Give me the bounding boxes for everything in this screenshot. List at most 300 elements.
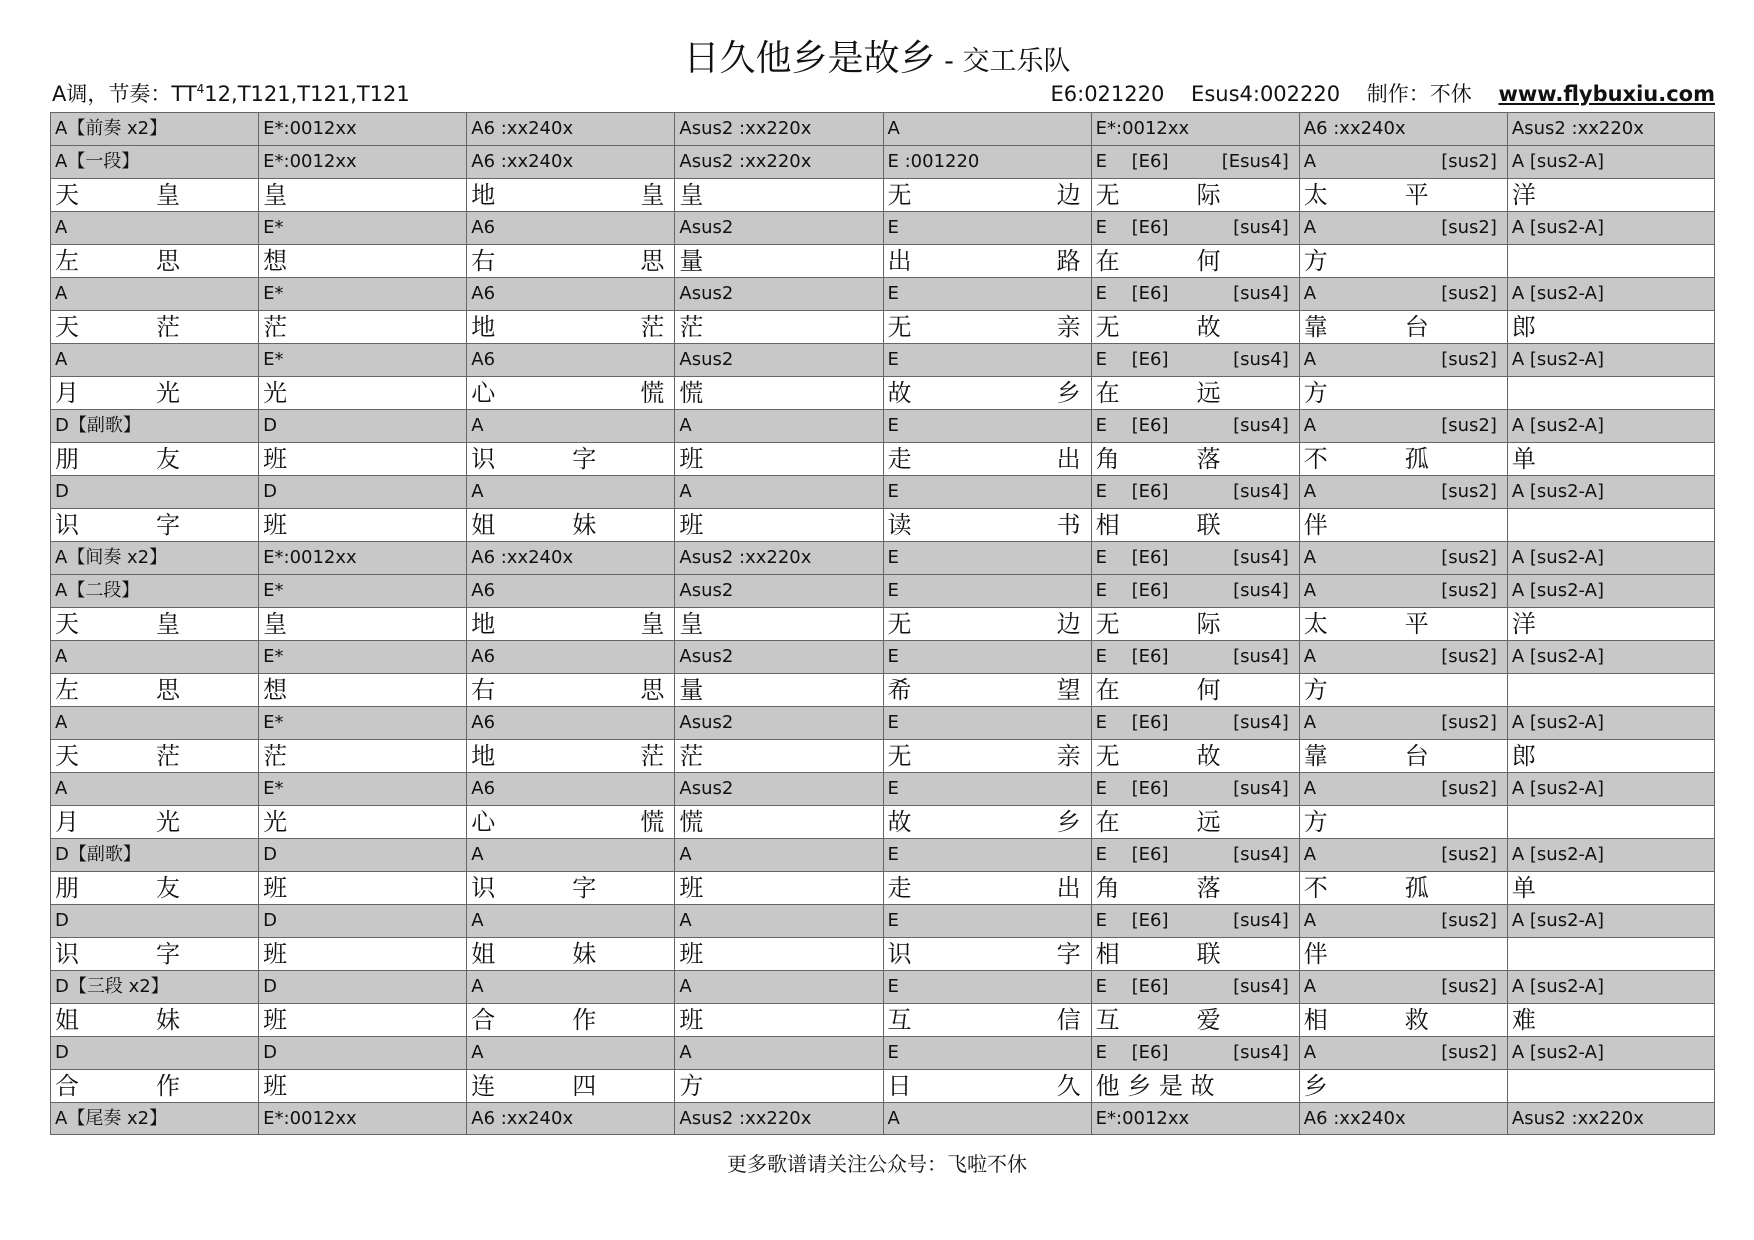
lyric-cell	[466, 311, 674, 343]
chord-symbol: E	[1095, 415, 1107, 436]
chord-variation: [E6]	[1131, 844, 1169, 865]
lyric-row	[50, 376, 1715, 409]
chord-cell	[1091, 1037, 1299, 1069]
chord-cell	[674, 542, 882, 574]
chord-symbol: A【前奏 x2】	[55, 118, 168, 139]
chord-variation: [sus4]	[1233, 283, 1289, 304]
lyric-cell	[1507, 443, 1715, 475]
lyric-char: 亲	[1056, 313, 1081, 341]
chord-symbol: D	[263, 976, 277, 997]
lyric-char: 朋	[55, 874, 79, 902]
lyric-cell	[674, 1070, 882, 1102]
lyric-char: 皇	[640, 181, 665, 209]
chord-row	[50, 1102, 1715, 1135]
lyric-cell	[1091, 377, 1299, 409]
chord-symbol: A	[55, 646, 68, 667]
chord-symbol: D	[55, 1042, 69, 1063]
lyric-cell	[50, 608, 258, 640]
chord-symbol: D【三段 x2】	[55, 976, 169, 997]
chord-cell	[883, 641, 1091, 673]
lyric-cell	[466, 1070, 674, 1102]
chord-symbol: E	[887, 481, 899, 502]
chord-cell	[674, 1103, 882, 1134]
chord-cell	[1091, 410, 1299, 442]
chord-cell	[883, 410, 1091, 442]
chord-symbol: A6	[471, 580, 496, 601]
chord-variation: [sus2]	[1441, 1042, 1497, 1063]
chord-cell	[466, 476, 674, 508]
chord-symbol: Asus2	[679, 778, 734, 799]
chord-cell	[1299, 905, 1507, 937]
chord-symbol: E	[1095, 349, 1107, 370]
lyric-char: 光	[263, 379, 288, 407]
lyric-cell	[674, 311, 882, 343]
lyric-cell	[1091, 1070, 1299, 1102]
lyric-char: 皇	[156, 610, 180, 638]
chord-variation: [E6]	[1131, 712, 1169, 733]
lyric-cell	[466, 377, 674, 409]
lyric-cell	[1299, 245, 1507, 277]
lyric-cell	[674, 740, 882, 772]
chord-cell	[883, 707, 1091, 739]
lyric-cell	[50, 377, 258, 409]
chord-variation: [E6]	[1131, 580, 1169, 601]
chord-symbol: Asus2	[679, 712, 734, 733]
chord-cell	[1299, 1037, 1507, 1069]
lyric-char: 友	[156, 874, 180, 902]
lyric-char: 何	[1196, 676, 1221, 704]
lyric-char: 茫	[679, 742, 704, 770]
lyric-char: 四	[572, 1072, 597, 1100]
chord-symbol: A	[471, 910, 484, 931]
chord-symbol: A	[679, 481, 692, 502]
lyric-char: 乡	[1056, 379, 1081, 407]
lyric-cell	[674, 938, 882, 970]
chord-cell	[50, 146, 258, 178]
chord-lyric-sheet	[50, 112, 1715, 1135]
lyric-row	[50, 805, 1715, 838]
chord-cell	[50, 212, 258, 244]
lyric-cell	[674, 509, 882, 541]
lyric-cell	[1299, 872, 1507, 904]
chord-cell	[674, 905, 882, 937]
lyric-cell	[466, 806, 674, 838]
chord-symbol: Asus2	[679, 283, 734, 304]
lyric-char: 地	[471, 610, 496, 638]
chord-symbol: A6	[471, 646, 496, 667]
lyric-cell	[466, 872, 674, 904]
chord-symbol: E*	[263, 580, 284, 601]
chord-cell	[1299, 971, 1507, 1003]
chord-symbol: E	[887, 580, 899, 601]
lyric-char: 不	[1303, 445, 1328, 473]
chord-cell	[258, 707, 466, 739]
chord-cell	[1091, 971, 1299, 1003]
chord-variation: [sus4]	[1233, 976, 1289, 997]
chord-cell	[258, 575, 466, 607]
chord-cell	[1091, 641, 1299, 673]
lyric-cell	[258, 377, 466, 409]
chord-symbol: Asus2 :xx220x	[1511, 118, 1644, 139]
chord-symbol: A	[55, 217, 68, 238]
chord-symbol: A	[1303, 910, 1317, 931]
chord-cell	[1507, 905, 1715, 937]
lyric-cell	[674, 245, 882, 277]
chord-variation: [E6]	[1131, 646, 1169, 667]
chord-symbol: A6 :xx240x	[1303, 118, 1406, 139]
chord-cell	[466, 212, 674, 244]
chord-symbol: A	[1303, 283, 1317, 304]
lyric-char: 故	[887, 379, 912, 407]
lyric-char: 班	[263, 1072, 288, 1100]
chord-symbol: A [sus2-A]	[1511, 217, 1604, 238]
lyric-cell	[1507, 740, 1715, 772]
lyric-cell	[1507, 674, 1715, 706]
lyric-char: 思	[640, 676, 665, 704]
chord-cell	[258, 212, 466, 244]
chord-cell	[50, 410, 258, 442]
chord-cell	[1507, 839, 1715, 871]
lyric-char: 识	[55, 511, 79, 539]
lyric-cell	[466, 245, 674, 277]
lyric-cell	[1507, 377, 1715, 409]
chord-cell	[1091, 476, 1299, 508]
chord-symbol: E	[887, 844, 899, 865]
lyric-cell	[50, 872, 258, 904]
lyric-cell	[466, 179, 674, 211]
chord-symbol: A [sus2-A]	[1511, 910, 1604, 931]
chord-symbol: A	[887, 1108, 900, 1129]
chord-symbol: A	[679, 844, 692, 865]
chord-cell	[258, 1103, 466, 1134]
chord-symbol: E	[887, 349, 899, 370]
chord-symbol: E	[1095, 844, 1107, 865]
chord-cell	[1091, 278, 1299, 310]
chord-variation: [sus2]	[1441, 976, 1497, 997]
chord-cell	[883, 905, 1091, 937]
chord-cell	[50, 476, 258, 508]
chord-cell	[50, 113, 258, 145]
lyric-char: 作	[156, 1072, 180, 1100]
chord-cell	[674, 278, 882, 310]
chord-symbol: A	[1303, 1042, 1317, 1063]
lyric-char: 字	[1056, 940, 1081, 968]
lyric-char: 量	[679, 676, 704, 704]
lyric-char: 无	[887, 610, 912, 638]
chord-variation: [sus2]	[1441, 712, 1497, 733]
chord-symbol: A	[1303, 151, 1317, 172]
lyric-char: 光	[156, 379, 180, 407]
chord-cell	[1299, 113, 1507, 145]
chord-variation: [sus2]	[1441, 349, 1497, 370]
key-rhythm-info	[52, 78, 410, 108]
chord-cell	[674, 641, 882, 673]
chord-cell	[466, 1037, 674, 1069]
lyric-char: 出	[1056, 874, 1081, 902]
lyric-cell	[50, 938, 258, 970]
chord-symbol: A	[1303, 415, 1317, 436]
lyric-char: 妹	[572, 511, 597, 539]
chord-symbol: A	[471, 415, 484, 436]
lyric-cell	[674, 674, 882, 706]
lyric-char: 月	[55, 379, 79, 407]
chord-cell	[1091, 707, 1299, 739]
chord-cell	[1507, 344, 1715, 376]
lyric-char: 地	[471, 181, 496, 209]
chord-variation: [sus4]	[1233, 778, 1289, 799]
lyric-char: 联	[1196, 940, 1221, 968]
chord-cell	[1507, 707, 1715, 739]
lyric-cell	[1299, 740, 1507, 772]
lyric-char: 天	[55, 313, 79, 341]
lyric-cell	[1507, 806, 1715, 838]
lyric-char: 出	[887, 247, 912, 275]
band-name: - 交工乐队	[935, 46, 1071, 77]
lyric-cell	[1299, 938, 1507, 970]
lyric-char: 班	[263, 940, 288, 968]
chord-symbol: A	[55, 712, 68, 733]
chord-variation: [E6]	[1131, 415, 1169, 436]
chord-row	[50, 640, 1715, 673]
lyric-char: 太	[1303, 181, 1328, 209]
chord-cell	[1091, 773, 1299, 805]
lyric-char: 远	[1196, 379, 1221, 407]
chord-cell	[50, 1103, 258, 1134]
chord-cell	[50, 971, 258, 1003]
lyric-cell	[50, 740, 258, 772]
lyric-cell	[1091, 806, 1299, 838]
lyric-cell	[1299, 608, 1507, 640]
chord-cell	[674, 1037, 882, 1069]
lyric-char: 故	[1196, 742, 1221, 770]
chord-cell	[258, 542, 466, 574]
lyric-char: 识	[55, 940, 79, 968]
chord-cell	[1299, 344, 1507, 376]
lyric-char: 方	[679, 1072, 704, 1100]
chord-variation: [sus4]	[1233, 712, 1289, 733]
chord-variation: [E6]	[1131, 547, 1169, 568]
chord-symbol: D【副歌】	[55, 844, 141, 865]
lyric-cell	[1507, 872, 1715, 904]
lyric-cell	[258, 938, 466, 970]
lyric-row	[50, 673, 1715, 706]
lyric-row	[50, 607, 1715, 640]
chord-cell	[50, 905, 258, 937]
chord-symbol: A	[1303, 547, 1317, 568]
lyric-char: 茫	[263, 742, 288, 770]
lyric-row	[50, 871, 1715, 904]
chord-variation: [sus4]	[1233, 1042, 1289, 1063]
lyric-char: 想	[263, 247, 288, 275]
chord-symbol: E*	[263, 283, 284, 304]
chord-cell	[1299, 476, 1507, 508]
chord-symbol: E*:0012xx	[263, 151, 357, 172]
lyric-cell	[883, 740, 1091, 772]
chord-cell	[1507, 410, 1715, 442]
lyric-cell	[1507, 179, 1715, 211]
chord-cell	[1299, 575, 1507, 607]
chord-symbol: A6 :xx240x	[471, 547, 574, 568]
chord-cell	[258, 773, 466, 805]
chord-symbol: A [sus2-A]	[1511, 580, 1604, 601]
lyric-char: 在	[1095, 247, 1120, 275]
chord-cell	[466, 707, 674, 739]
chord-symbol: Asus2	[679, 646, 734, 667]
chord-cell	[1299, 773, 1507, 805]
chord-symbol: E*	[263, 349, 284, 370]
chord-cell	[883, 113, 1091, 145]
chord-row	[50, 706, 1715, 739]
lyric-char: 思	[640, 247, 665, 275]
lyric-char: 茫	[156, 742, 180, 770]
lyric-char: 姐	[471, 940, 496, 968]
lyric-char: 救	[1404, 1006, 1429, 1034]
chord-symbol: E*:0012xx	[263, 118, 357, 139]
lyric-char: 茫	[679, 313, 704, 341]
lyric-char: 洋	[1511, 610, 1536, 638]
lyric-char: 连	[471, 1072, 496, 1100]
lyric-cell	[1507, 509, 1715, 541]
lyric-cell	[674, 806, 882, 838]
chord-cell	[1091, 542, 1299, 574]
lyric-char: 字	[156, 511, 180, 539]
lyric-char: 右	[471, 676, 496, 704]
lyric-char: 心	[471, 379, 496, 407]
chord-symbol: D	[55, 910, 69, 931]
key-rhythm-prefix: A调，节奏：TT	[52, 82, 197, 106]
lyric-row	[50, 310, 1715, 343]
chord-cell	[258, 410, 466, 442]
lyric-char: 班	[679, 1006, 704, 1034]
chord-symbol: A	[55, 349, 68, 370]
chord-variation: [E6]	[1131, 349, 1169, 370]
lyric-cell	[466, 509, 674, 541]
lyric-char: 姐	[471, 511, 496, 539]
lyric-char: 天	[55, 610, 79, 638]
lyric-char: 出	[1056, 445, 1081, 473]
lyric-char: 走	[887, 874, 912, 902]
chord-cell	[674, 575, 882, 607]
lyric-char: 心	[471, 808, 496, 836]
lyric-char: 光	[156, 808, 180, 836]
song-title: 日久他乡是故乡	[683, 38, 936, 79]
lyric-cell	[258, 1070, 466, 1102]
chord-symbol: Asus2 :xx220x	[679, 547, 812, 568]
chord-symbol: E*	[263, 646, 284, 667]
chord-variation: [Esus4]	[1221, 151, 1289, 172]
lyric-char: 识	[471, 874, 496, 902]
chord-cell	[883, 146, 1091, 178]
chord-cell	[1299, 707, 1507, 739]
chord-cell	[50, 1037, 258, 1069]
chord-symbol: A	[679, 976, 692, 997]
chord-variation: [sus4]	[1233, 349, 1289, 370]
chord-cell	[883, 212, 1091, 244]
chord-row	[50, 574, 1715, 607]
chord-symbol: E	[1095, 580, 1107, 601]
chord-symbol: A [sus2-A]	[1511, 547, 1604, 568]
lyric-cell	[1507, 608, 1715, 640]
lyric-char: 他 乡 是 故	[1095, 1072, 1215, 1100]
lyric-cell	[1091, 179, 1299, 211]
chord-symbol: Asus2	[679, 580, 734, 601]
chord-symbol: E	[887, 547, 899, 568]
lyric-cell	[883, 938, 1091, 970]
lyric-char: 方	[1303, 247, 1328, 275]
chord-cell	[1507, 575, 1715, 607]
lyric-cell	[1091, 1004, 1299, 1036]
chord-symbol: A [sus2-A]	[1511, 976, 1604, 997]
lyric-char: 皇	[679, 181, 704, 209]
lyric-char: 慌	[679, 379, 704, 407]
lyric-char: 单	[1511, 874, 1536, 902]
lyric-cell	[1091, 608, 1299, 640]
chord-symbol: E*:0012xx	[263, 1108, 357, 1129]
lyric-cell	[883, 443, 1091, 475]
lyric-cell	[1091, 740, 1299, 772]
chord-cell	[258, 113, 466, 145]
chord-symbol: E	[887, 283, 899, 304]
chord-symbol: E	[887, 712, 899, 733]
chord-symbol: A [sus2-A]	[1511, 844, 1604, 865]
lyric-char: 慌	[640, 808, 665, 836]
chord-cell	[1507, 773, 1715, 805]
chord-cell	[674, 410, 882, 442]
lyric-cell	[883, 245, 1091, 277]
chord-variation: [E6]	[1131, 283, 1169, 304]
lyric-char: 落	[1196, 445, 1221, 473]
lyric-char: 靠	[1303, 742, 1328, 770]
lyric-char: 班	[263, 511, 288, 539]
chord-row	[50, 343, 1715, 376]
lyric-cell	[883, 872, 1091, 904]
website-link[interactable]: www.flybuxiu.com	[1498, 82, 1715, 106]
lyric-char: 合	[471, 1006, 496, 1034]
chord-symbol: Asus2	[679, 217, 734, 238]
chord-symbol: A6	[471, 712, 496, 733]
lyric-cell	[1507, 938, 1715, 970]
lyric-row	[50, 244, 1715, 277]
lyric-cell	[50, 179, 258, 211]
chord-symbol: D	[263, 910, 277, 931]
lyric-char: 天	[55, 181, 79, 209]
chord-variation: [sus2]	[1441, 481, 1497, 502]
lyric-cell	[674, 608, 882, 640]
chord-cell	[50, 641, 258, 673]
lyric-char: 班	[263, 1006, 288, 1034]
chord-symbol: E	[1095, 778, 1107, 799]
lyric-char: 左	[55, 247, 79, 275]
lyric-cell	[1091, 311, 1299, 343]
lyric-cell	[50, 245, 258, 277]
chord-cell	[674, 707, 882, 739]
lyric-char: 读	[887, 511, 912, 539]
lyric-cell	[466, 674, 674, 706]
chord-symbol: A	[679, 415, 692, 436]
lyric-char: 识	[887, 940, 912, 968]
lyric-char: 伴	[1303, 511, 1328, 539]
chord-variation: [sus2]	[1441, 415, 1497, 436]
chord-cell	[466, 278, 674, 310]
lyric-char: 方	[1303, 676, 1328, 704]
chord-cell	[1091, 212, 1299, 244]
lyric-cell	[258, 311, 466, 343]
chord-variation: [E6]	[1131, 778, 1169, 799]
chord-symbol: A	[471, 844, 484, 865]
chord-symbol: E*	[263, 712, 284, 733]
chord-cell	[1091, 1103, 1299, 1134]
lyric-cell	[1299, 1004, 1507, 1036]
